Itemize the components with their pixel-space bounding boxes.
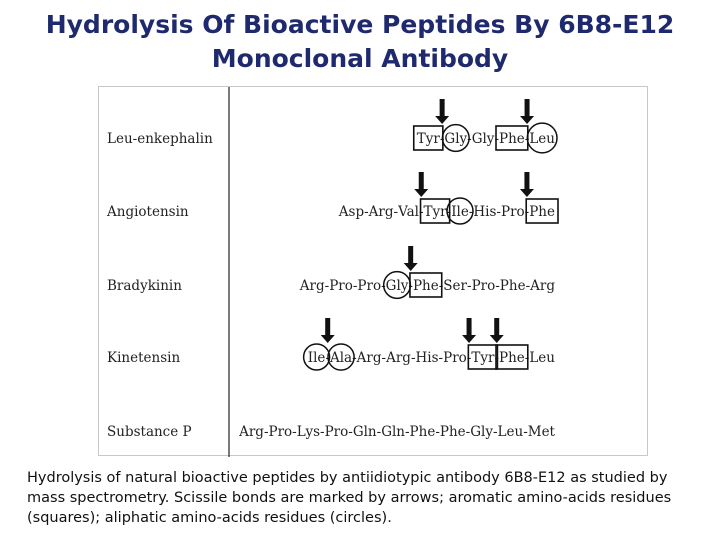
peptide-bond-dash: - [381, 278, 386, 294]
scissile-bond-arrow-shaft [525, 99, 530, 117]
peptide-name-kinetensin: Kinetensin [107, 350, 181, 366]
scissile-bond-arrow-shaft [419, 172, 424, 190]
residue-gln: Gln [381, 424, 405, 440]
residue-pro: Pro [500, 204, 525, 220]
residue-gly: Gly [471, 131, 495, 147]
residue-met: Met [527, 424, 555, 440]
residue-pro: Pro [324, 424, 349, 440]
peptide-bond-dash: - [376, 424, 382, 440]
residue-ser: Ser [443, 278, 467, 294]
peptide-bond-dash: - [393, 204, 399, 220]
scissile-bond-arrow-icon [435, 116, 449, 124]
residue-phe: Phe [412, 278, 439, 294]
peptide-bond-dash: - [348, 424, 353, 440]
peptide-bond-dash: - [524, 350, 530, 366]
residue-asp: Asp [338, 204, 365, 220]
residue-phe: Phe [499, 350, 525, 366]
residue-leu: Leu [497, 424, 524, 440]
residue-gly: Gly [470, 424, 493, 440]
peptide-name-substance-p: Substance P [107, 424, 192, 440]
residue-tyr: Tyr [423, 204, 447, 220]
residue-arg: Arg [386, 350, 411, 366]
peptide-name-bradykinin: Bradykinin [107, 278, 182, 294]
peptide-bond-dash: - [438, 278, 444, 294]
peptide-bond-dash: - [524, 204, 530, 220]
peptide-bond-dash: - [364, 204, 369, 220]
residue-pro: Pro [268, 424, 293, 440]
slide-title-line-1: Hydrolysis Of Bioactive Peptides By 6B8-E12 [45, 10, 675, 39]
peptide-bond-dash: - [524, 131, 530, 147]
peptide-bond-dash: - [446, 204, 452, 220]
peptide-bond-dash: - [320, 424, 325, 440]
residue-gly: Gly [385, 278, 409, 294]
peptide-bond-dash: - [381, 350, 387, 366]
residue-pro: Pro [329, 278, 353, 294]
scissile-bond-arrow-shaft [524, 172, 529, 190]
residue-his: His [473, 204, 497, 220]
peptide-bond-dash: - [263, 424, 269, 440]
peptide-bond-dash: - [352, 350, 357, 366]
peptide-bond-dash: - [439, 131, 445, 147]
residue-leu: Leu [529, 131, 555, 147]
residue-arg: Arg [530, 278, 555, 294]
peptide-bond-dash: - [408, 278, 413, 294]
peptide-bond-dash: - [466, 350, 472, 366]
peptide-bond-dash: - [495, 278, 500, 294]
slide-title [0, 8, 720, 76]
peptide-bond-dash: - [525, 278, 531, 294]
residue-phe: Phe [439, 424, 466, 440]
peptide-bond-dash: - [325, 350, 330, 366]
scissile-bond-arrow-icon [462, 335, 476, 343]
peptide-bond-dash: - [324, 278, 330, 294]
scissile-bond-arrow-icon [414, 189, 428, 197]
residue-ile: Ile [307, 350, 326, 366]
peptide-bond-dash: - [523, 424, 528, 440]
peptide-bond-dash: - [292, 424, 297, 440]
residue-lys: Lys [296, 424, 321, 440]
peptide-bond-dash: - [410, 350, 416, 366]
scissile-bond-arrow-shaft [440, 99, 445, 117]
peptide-bond-dash: - [418, 204, 424, 220]
residue-ala: Ala [329, 350, 353, 366]
figure-caption: Hydrolysis of natural bioactive peptides by antiidiotypic antibody 6B8-E12 as studied by mass spectrometry. Scissile bonds are marked by arrows; aromatic amino-acids residues (squares); aliphatic amino-acids residues (circles). [27, 470, 672, 526]
residue-gly: Gly [444, 131, 468, 147]
scissile-bond-arrow-shaft [467, 318, 472, 336]
scissile-bond-arrow-icon [520, 189, 534, 197]
peptide-cleavage-diagram [98, 86, 648, 456]
residue-arg: Arg [368, 204, 394, 220]
residue-ile: Ile [451, 204, 469, 220]
residue-arg: Arg [299, 278, 325, 294]
peptide-bond-dash: - [438, 350, 444, 366]
residue-phe: Phe [499, 131, 525, 147]
peptide-bond-dash: - [494, 131, 499, 147]
residue-his: His [415, 350, 439, 366]
peptide-bond-dash: - [465, 424, 471, 440]
scissile-bond-arrow-icon [321, 335, 335, 343]
residue-val: Val [398, 204, 419, 220]
residue-gln: Gln [352, 424, 377, 440]
peptide-bond-dash: - [492, 424, 498, 440]
residue-phe: Phe [529, 204, 555, 220]
peptide-bond-dash: - [467, 278, 472, 294]
residue-pro: Pro [357, 278, 382, 294]
residue-phe: Phe [409, 424, 436, 440]
residue-arg: Arg [239, 424, 264, 440]
peptide-bond-dash: - [494, 350, 499, 366]
peptide-name-angiotensin: Angiotensin [107, 204, 189, 220]
peptide-bond-dash: - [404, 424, 410, 440]
peptide-bond-dash: - [435, 424, 440, 440]
scissile-bond-arrow-icon [404, 263, 418, 271]
residue-pro: Pro [471, 278, 496, 294]
scissile-bond-arrow-shaft [325, 318, 330, 336]
residue-pro: Pro [443, 350, 467, 366]
residue-phe: Phe [499, 278, 526, 294]
peptide-name-leu-enkephalin: Leu-enkephalin [107, 131, 213, 147]
scissile-bond-arrow-icon [520, 116, 534, 124]
peptide-bond-dash: - [496, 204, 501, 220]
scissile-bond-arrow-shaft [494, 318, 499, 336]
residue-leu: Leu [529, 350, 555, 366]
residue-tyr: Tyr [416, 131, 440, 147]
residue-arg: Arg [356, 350, 382, 366]
residue-tyr: Tyr [471, 350, 495, 366]
scissile-bond-arrow-icon [490, 335, 504, 343]
peptide-bond-dash: - [468, 204, 474, 220]
diagram-canvas [99, 87, 649, 457]
scissile-bond-arrow-shaft [408, 246, 413, 264]
slide-title-line-2: Monoclonal Antibody [211, 44, 509, 73]
peptide-bond-dash: - [467, 131, 472, 147]
peptide-bond-dash: - [352, 278, 358, 294]
